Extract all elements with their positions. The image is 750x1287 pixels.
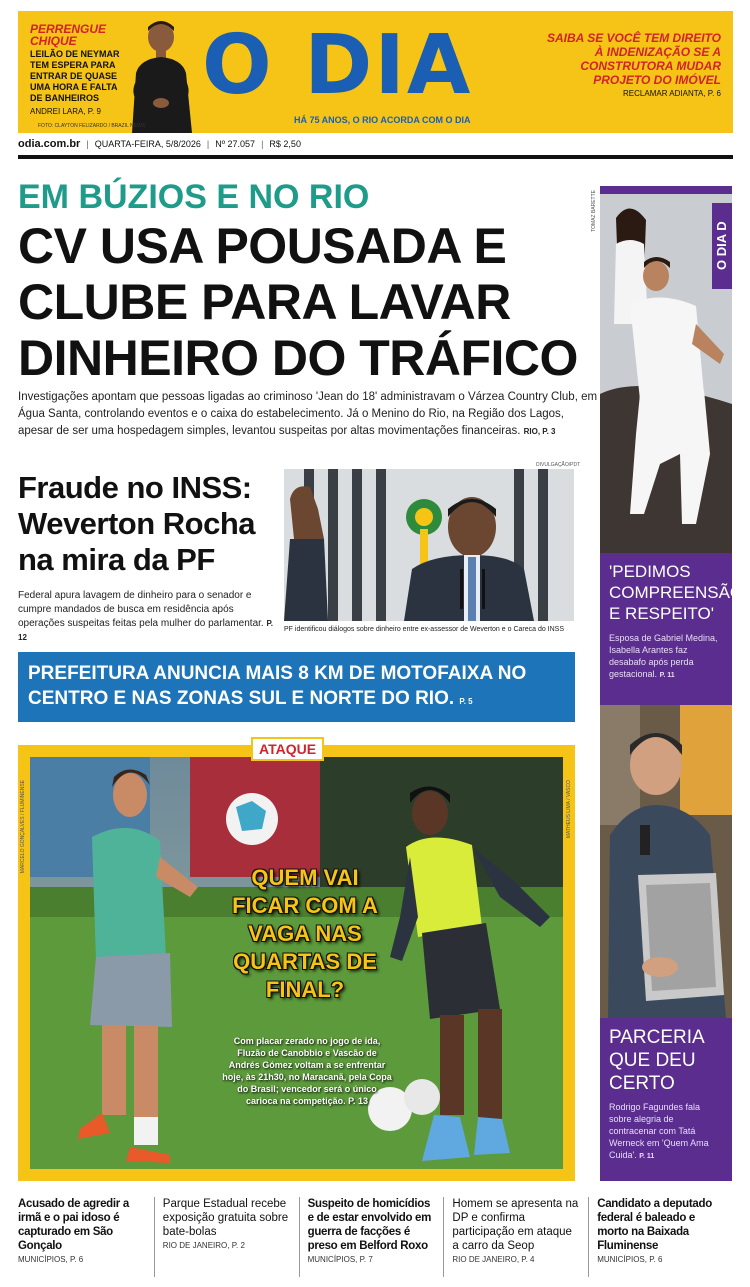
price: R$ 2,50 xyxy=(269,139,301,149)
inss-caption: PF identificou diálogos sobre dinheiro entre ex-assessor de Weverton e o Careca do INSS xyxy=(284,626,565,633)
teaser-ref: RECLAMAR ADIANTA, P. 6 xyxy=(623,89,721,98)
separator: | xyxy=(261,139,264,149)
brief-item[interactable] xyxy=(588,1197,733,1277)
lead-headline[interactable]: CV USA POUSADA E CLUBE PARA LAVAR DINHEIRO DO TRÁFICO xyxy=(18,218,578,386)
sidebar-quote-ref: P. 11 xyxy=(659,672,675,679)
brief-item[interactable] xyxy=(18,1197,154,1277)
football-dek-text: Com placar zerado no jogo de ida, Fluzão de Canobbio e Vascão de Andrés Gómez voltam a se enfrentar hoje, às 21h30, no Maracanã, pela Copa do Brasil; vencedor será o único carioca na competição. xyxy=(222,1036,392,1106)
medina-story[interactable] xyxy=(600,553,744,705)
site-url[interactable]: odia.com.br xyxy=(18,138,81,150)
odia-logo[interactable]: O DIA xyxy=(202,18,473,113)
sidebar-title: PARCERIA QUE DEU CERTO xyxy=(609,1027,704,1094)
teaser-text: SAIBA SE VOCÊ TEM DIREITO À INDENIZAÇÃO SE A CONSTRUTORA MUDAR PROJETO DO IMÓVEL xyxy=(546,31,721,87)
brief-ref: RIO DE JANEIRO, P. 2 xyxy=(162,1241,245,1250)
photo-credit: FOTO: CLAYTON FELIZARDO / BRAZIL NEWS xyxy=(38,123,146,129)
brief-item[interactable] xyxy=(299,1197,444,1277)
bottom-briefs xyxy=(18,1197,733,1277)
football-ref: P. 13 xyxy=(348,1096,368,1106)
brief-item[interactable] xyxy=(443,1197,588,1277)
inss-dek xyxy=(18,589,283,645)
lead-dek-text: Investigações apontam que pessoas ligadas ao criminoso 'Jean do 18' administravam o Várzea Country Club, em Água Santa, controlando eventos e o caixa do estabelecimento. Já o Menino do Rio, na Região dos Lagos, apesar de ser uma hospedagem simples, levantou suspeitas por altas movimentações financeiras. xyxy=(18,391,598,437)
lead-dek xyxy=(18,389,598,440)
photo-credit: TOMAZ BARETTE xyxy=(591,190,597,232)
masthead-teaser-right[interactable] xyxy=(546,31,721,98)
sidebar-quote: 'PEDIMOS COMPREENSÃO E RESPEITO' xyxy=(609,562,744,623)
inss-dek-text: Federal apura lavagem de dinheiro para o senador e cumpre mandados de busca em residência após operações suspeitas feitas pela mulher do parlamentar. xyxy=(18,590,264,629)
dateline xyxy=(18,138,301,150)
tagline: HÁ 75 ANOS, O RIO ACORDA COM O DIA xyxy=(294,115,471,125)
brief-ref: MUNICÍPIOS, P. 7 xyxy=(307,1255,373,1264)
brief-ref: RIO DE JANEIRO, P. 4 xyxy=(452,1255,535,1264)
brief-headline: Suspeito de homicídios e de estar envolvido em guerra de facções é preso em Belford Roxo xyxy=(307,1198,432,1252)
inss-headline[interactable]: Fraude no INSS: Weverton Rocha na mira da PF xyxy=(18,470,256,577)
brief-ref: MUNICÍPIOS, P. 6 xyxy=(18,1255,84,1264)
sidebar-quote-text xyxy=(609,632,723,682)
section-tag: O DIA D xyxy=(712,203,732,289)
section-label: ATAQUE xyxy=(251,737,324,761)
brief-headline: Parque Estadual recebe exposição gratuita sobre bate-bolas xyxy=(162,1198,289,1238)
separator: | xyxy=(86,139,89,149)
banner-text: PREFEITURA ANUNCIA MAIS 8 KM DE MOTOFAIXA NO CENTRO E NAS ZONAS SUL E NORTE DO RIO. xyxy=(28,663,527,709)
teaser-kicker: PERRENGUE CHIQUE xyxy=(30,22,107,48)
brief-headline: Candidato a deputado federal é baleado e morto na Baixada Fluminense xyxy=(597,1198,712,1252)
actor-photo xyxy=(600,705,732,1018)
teaser-text: LEILÃO DE NEYMAR TEM ESPERA PARA ENTRAR DE QUASE UMA HORA E FALTA DE BANHEIROS xyxy=(30,49,120,103)
motofaixa-banner[interactable] xyxy=(18,652,575,722)
photo-credit: DIVULGAÇÃO/PDT xyxy=(536,462,581,468)
teaser-ref: ANDREI LARA, P. 9 xyxy=(30,107,101,116)
brief-ref: MUNICÍPIOS, P. 6 xyxy=(597,1255,663,1264)
fagundes-story[interactable] xyxy=(600,1018,732,1181)
sidebar-quote-body: Esposa de Gabriel Medina, Isabella Arantes faz desabafo após perda gestacional. xyxy=(609,633,718,679)
sidebar-text-body: Rodrigo Fagundes fala sobre alegria de contracenar com Tatá Werneck em 'Quem Ama Cuida'. xyxy=(609,1102,709,1160)
banner-ref: P. 5 xyxy=(459,697,473,706)
lead-kicker: EM BÚZIOS E NO RIO xyxy=(18,178,370,216)
lead-ref: RIO, P. 3 xyxy=(523,427,556,436)
issue-number: Nº 27.057 xyxy=(215,139,256,149)
separator: | xyxy=(206,139,210,149)
football-headline[interactable]: QUEM VAI FICAR COM A VAGA NAS QUARTAS DE FINAL? xyxy=(232,865,378,1002)
masthead xyxy=(18,11,733,133)
edition-date: QUARTA-FEIRA, 5/8/2026 xyxy=(94,139,201,149)
photo-credit: MATHEUS LIMA / VASCO xyxy=(566,780,572,839)
senator-photo xyxy=(284,469,574,621)
brief-headline: Homem se apresenta na DP e confirma participação em ataque a carro da Seop xyxy=(452,1198,579,1252)
neymar-photo xyxy=(114,11,206,133)
sidebar-text xyxy=(609,1101,723,1163)
inss-ref: P. 12 xyxy=(18,619,274,642)
header-rule xyxy=(18,155,733,159)
photo-credit: MARCELO GONÇALVES / FLUMINENSE xyxy=(20,780,26,874)
brief-headline: Acusado de agredir a irmã e o pai idoso é capturado em São Gonçalo xyxy=(18,1198,129,1252)
brief-item[interactable] xyxy=(154,1197,299,1277)
football-dek xyxy=(222,1035,392,1107)
sidebar-ref: P. 11 xyxy=(639,1153,655,1160)
